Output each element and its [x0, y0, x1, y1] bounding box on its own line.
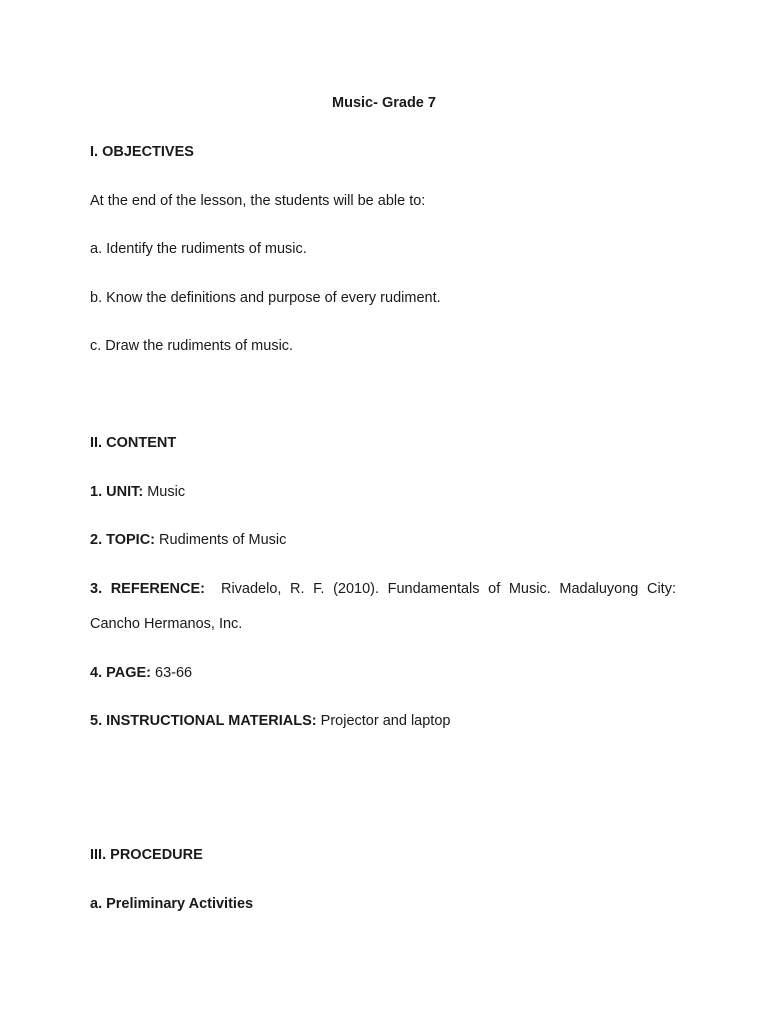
reference-value-line2: Cancho Hermanos, Inc. — [90, 616, 243, 632]
unit-value: Music — [147, 484, 186, 500]
content-reference — [90, 580, 676, 598]
materials-value: Projector and laptop — [320, 713, 451, 729]
objective-item-c: c. Draw the rudiments of music. — [90, 338, 294, 354]
topic-label: 2. TOPIC: — [90, 532, 155, 548]
page-value: 63-66 — [155, 665, 193, 681]
objectives-heading: I. OBJECTIVES — [90, 144, 194, 160]
procedure-heading: III. PROCEDURE — [90, 847, 203, 863]
content-page — [90, 664, 192, 682]
page-label: 4. PAGE: — [90, 665, 151, 681]
reference-value-line1: Rivadelo, R. F. (2010). Fundamentals of Music. Madaluyong City: — [220, 581, 676, 597]
materials-label: 5. INSTRUCTIONAL MATERIALS: — [90, 713, 317, 729]
procedure-subheading: a. Preliminary Activities — [90, 896, 254, 912]
content-materials — [90, 712, 450, 730]
content-topic — [90, 531, 286, 549]
objective-item-a: a. Identify the rudiments of music. — [90, 241, 307, 257]
topic-value: Rudiments of Music — [159, 532, 287, 548]
content-unit — [90, 483, 185, 501]
objectives-intro: At the end of the lesson, the students will be able to: — [90, 193, 426, 209]
content-heading: II. CONTENT — [90, 435, 177, 451]
reference-label: 3. REFERENCE: — [90, 581, 205, 597]
document-title: Music- Grade 7 — [332, 95, 436, 111]
objective-item-b: b. Know the definitions and purpose of every rudiment. — [90, 290, 441, 306]
unit-label: 1. UNIT: — [90, 484, 144, 500]
